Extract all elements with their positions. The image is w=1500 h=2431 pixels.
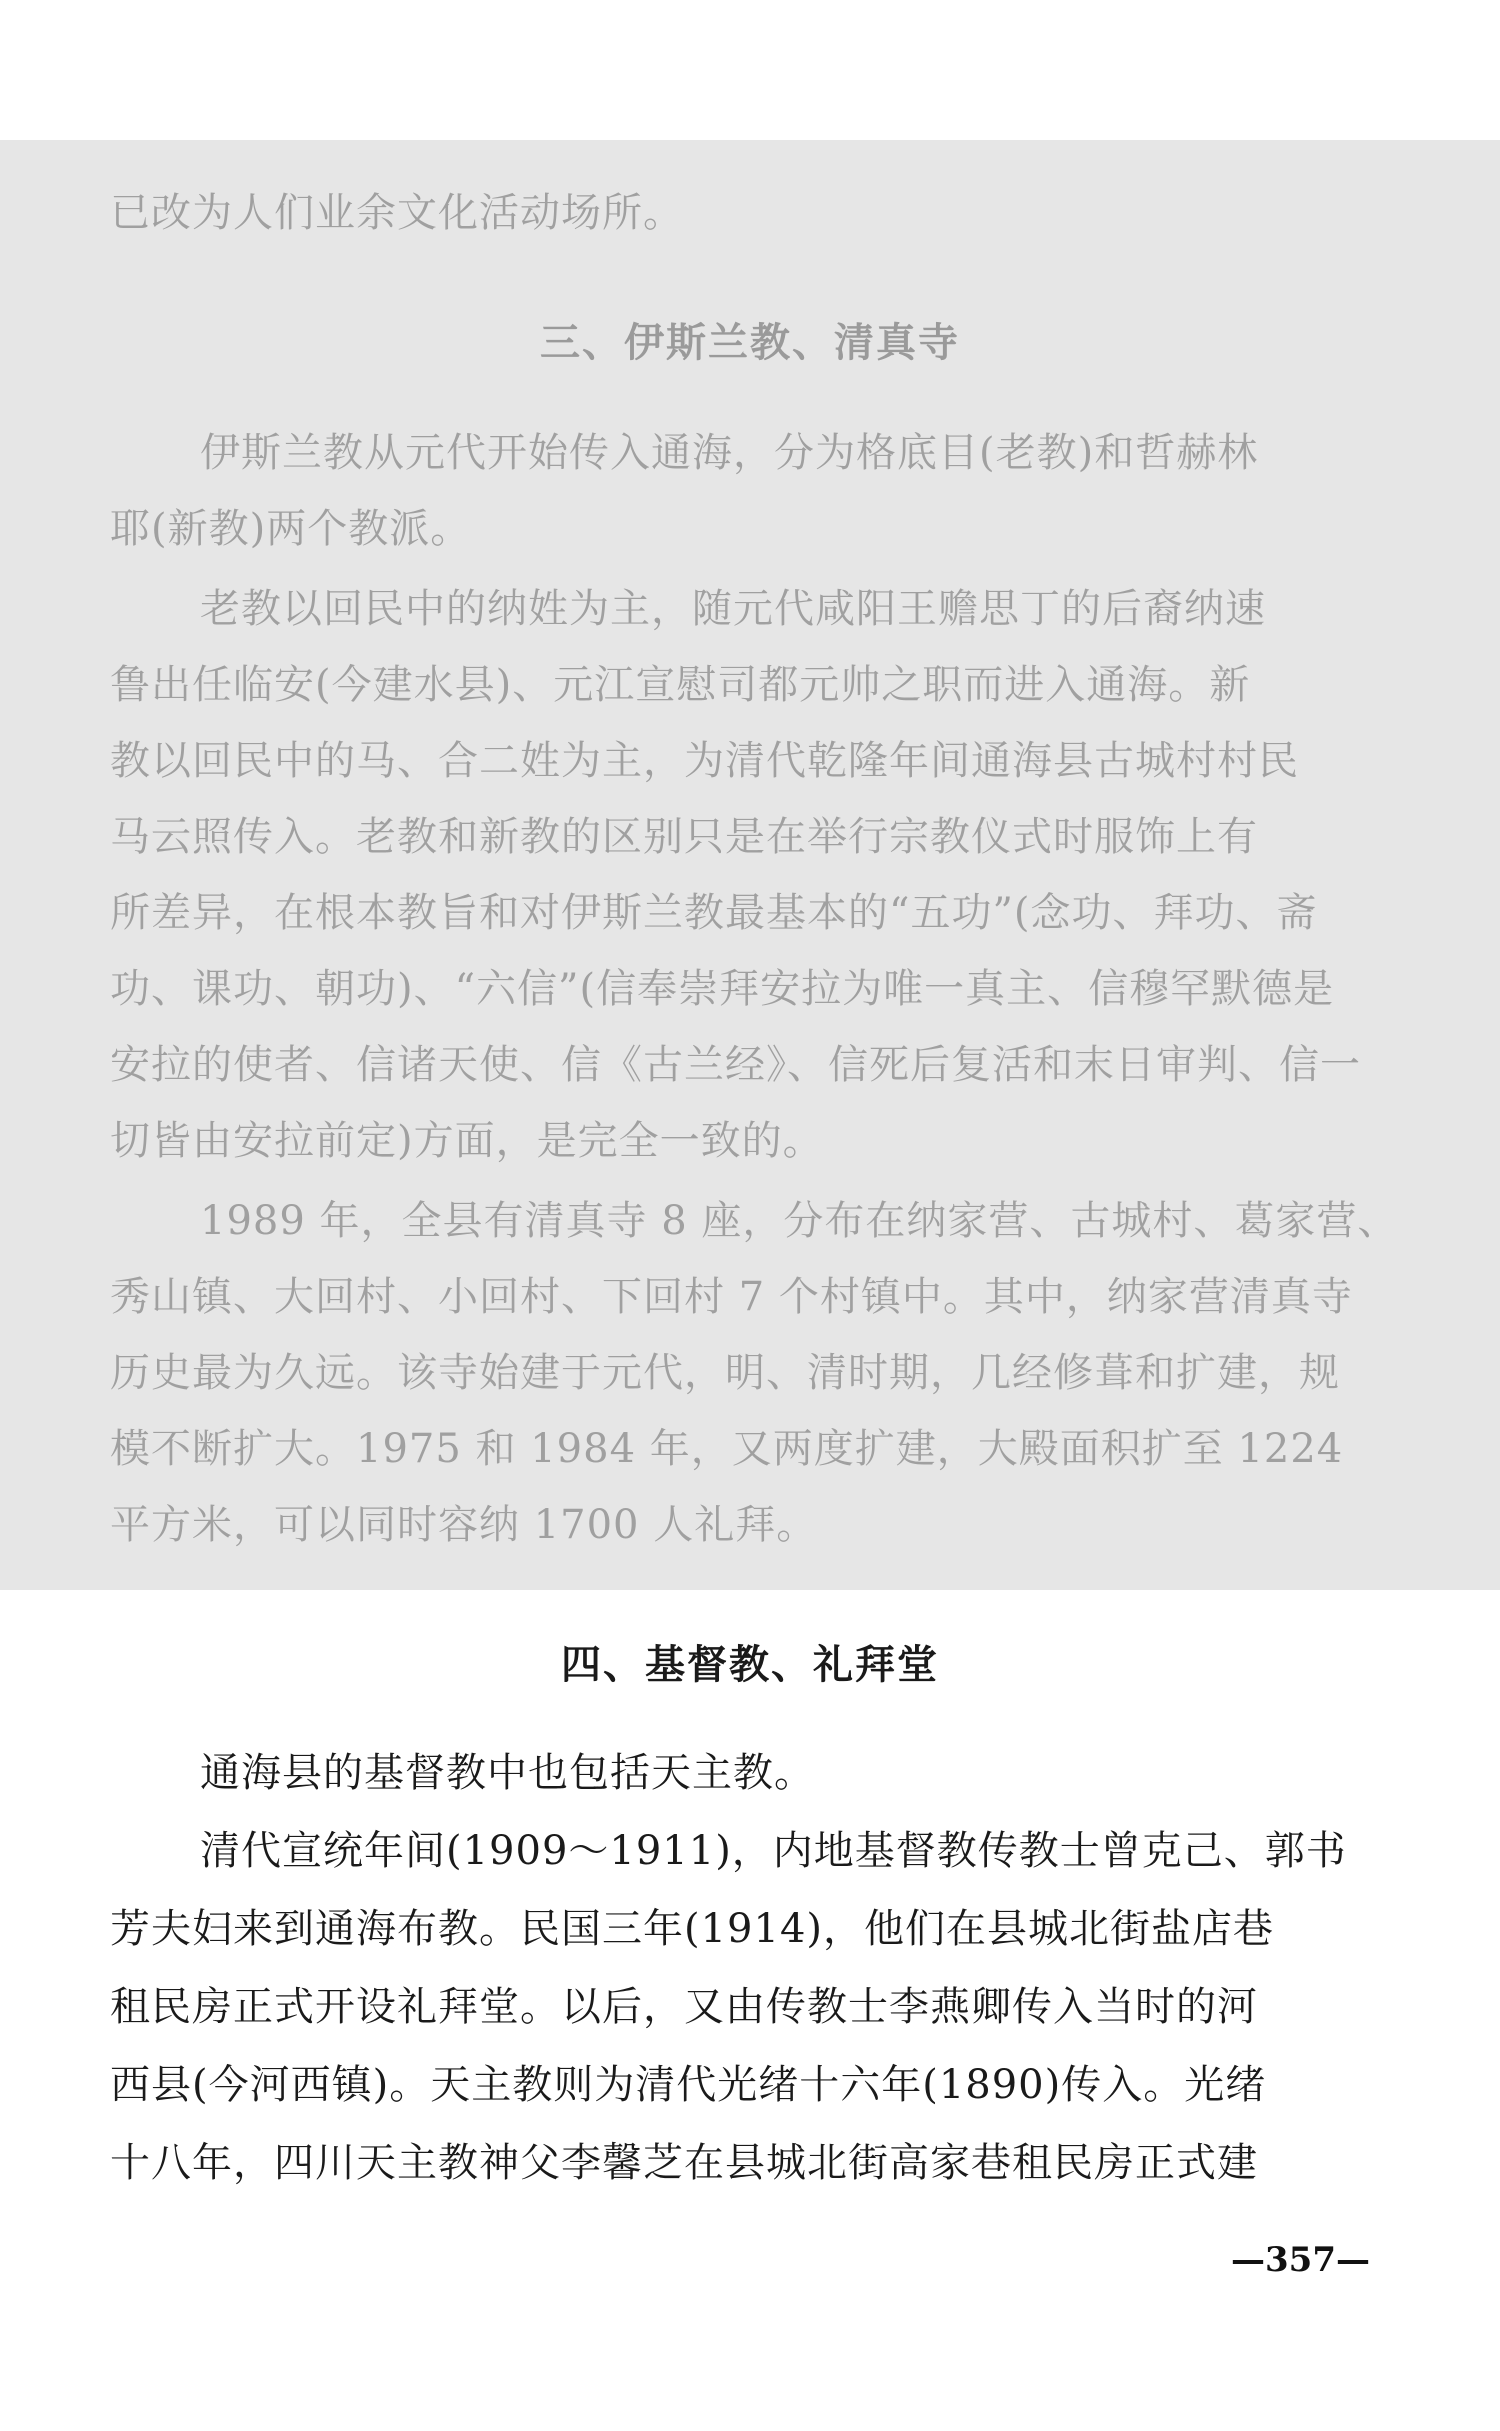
text-line: 老教以回民中的纳姓为主，随元代咸阳王赡思丁的后裔纳速: [200, 586, 1266, 632]
text-line: 平方米，可以同时容纳 1700 人礼拜。: [110, 1502, 818, 1548]
text-line: 鲁出任临安(今建水县)、元江宣慰司都元帅之职而进入通海。新: [110, 662, 1251, 708]
text-line: 功、课功、朝功)、“六信”(信奉崇拜安拉为唯一真主、信穆罕默德是: [110, 966, 1335, 1012]
page-number: —357—: [1231, 2240, 1370, 2280]
text-line: 马云照传入。老教和新教的区别只是在举行宗教仪式时服饰上有: [110, 814, 1258, 860]
text-line: 切皆由安拉前定)方面，是完全一致的。: [110, 1118, 824, 1164]
text-line: 教以回民中的马、合二姓为主，为清代乾隆年间通海县古城村村民: [110, 738, 1299, 784]
text-line: 所差异，在根本教旨和对伊斯兰教最基本的“五功”(念功、拜功、斋: [110, 890, 1318, 936]
text-line: 1989 年，全县有清真寺 8 座，分布在纳家营、古城村、葛家营、: [200, 1198, 1399, 1244]
text-line: 历史最为久远。该寺始建于元代，明、清时期，几经修葺和扩建，规: [110, 1350, 1340, 1396]
text-line: 安拉的使者、信诸天使、信《古兰经》、信死后复活和末日审判、信一: [110, 1042, 1361, 1088]
text-line: 模不断扩大。1975 和 1984 年，又两度扩建，大殿面积扩至 1224: [110, 1426, 1344, 1472]
text-line: 十八年，四川天主教神父李馨芝在县城北街高家巷租民房正式建: [110, 2140, 1258, 2186]
text-line: 耶(新教)两个教派。: [110, 506, 472, 552]
section-heading-islam: 三、伊斯兰教、清真寺: [540, 320, 960, 366]
section-heading-christianity: 四、基督教、礼拜堂: [561, 1642, 939, 1688]
text-line: 已改为人们业余文化活动场所。: [110, 190, 684, 236]
text-line: 芳夫妇来到通海布教。民国三年(1914)，他们在县城北街盐店巷: [110, 1906, 1275, 1952]
text-line: 伊斯兰教从元代开始传入通海，分为格底目(老教)和哲赫林: [200, 430, 1259, 476]
text-line: 租民房正式开设礼拜堂。以后，又由传教士李燕卿传入当时的河: [110, 1984, 1258, 2030]
text-line: 清代宣统年间(1909～1911)，内地基督教传教士曾克己、郭书: [200, 1828, 1347, 1874]
text-line: 秀山镇、大回村、小回村、下回村 7 个村镇中。其中，纳家营清真寺: [110, 1274, 1353, 1320]
text-line: 西县(今河西镇)。天主教则为清代光绪十六年(1890)传入。光绪: [110, 2062, 1267, 2108]
text-line: 通海县的基督教中也包括天主教。: [200, 1750, 815, 1796]
